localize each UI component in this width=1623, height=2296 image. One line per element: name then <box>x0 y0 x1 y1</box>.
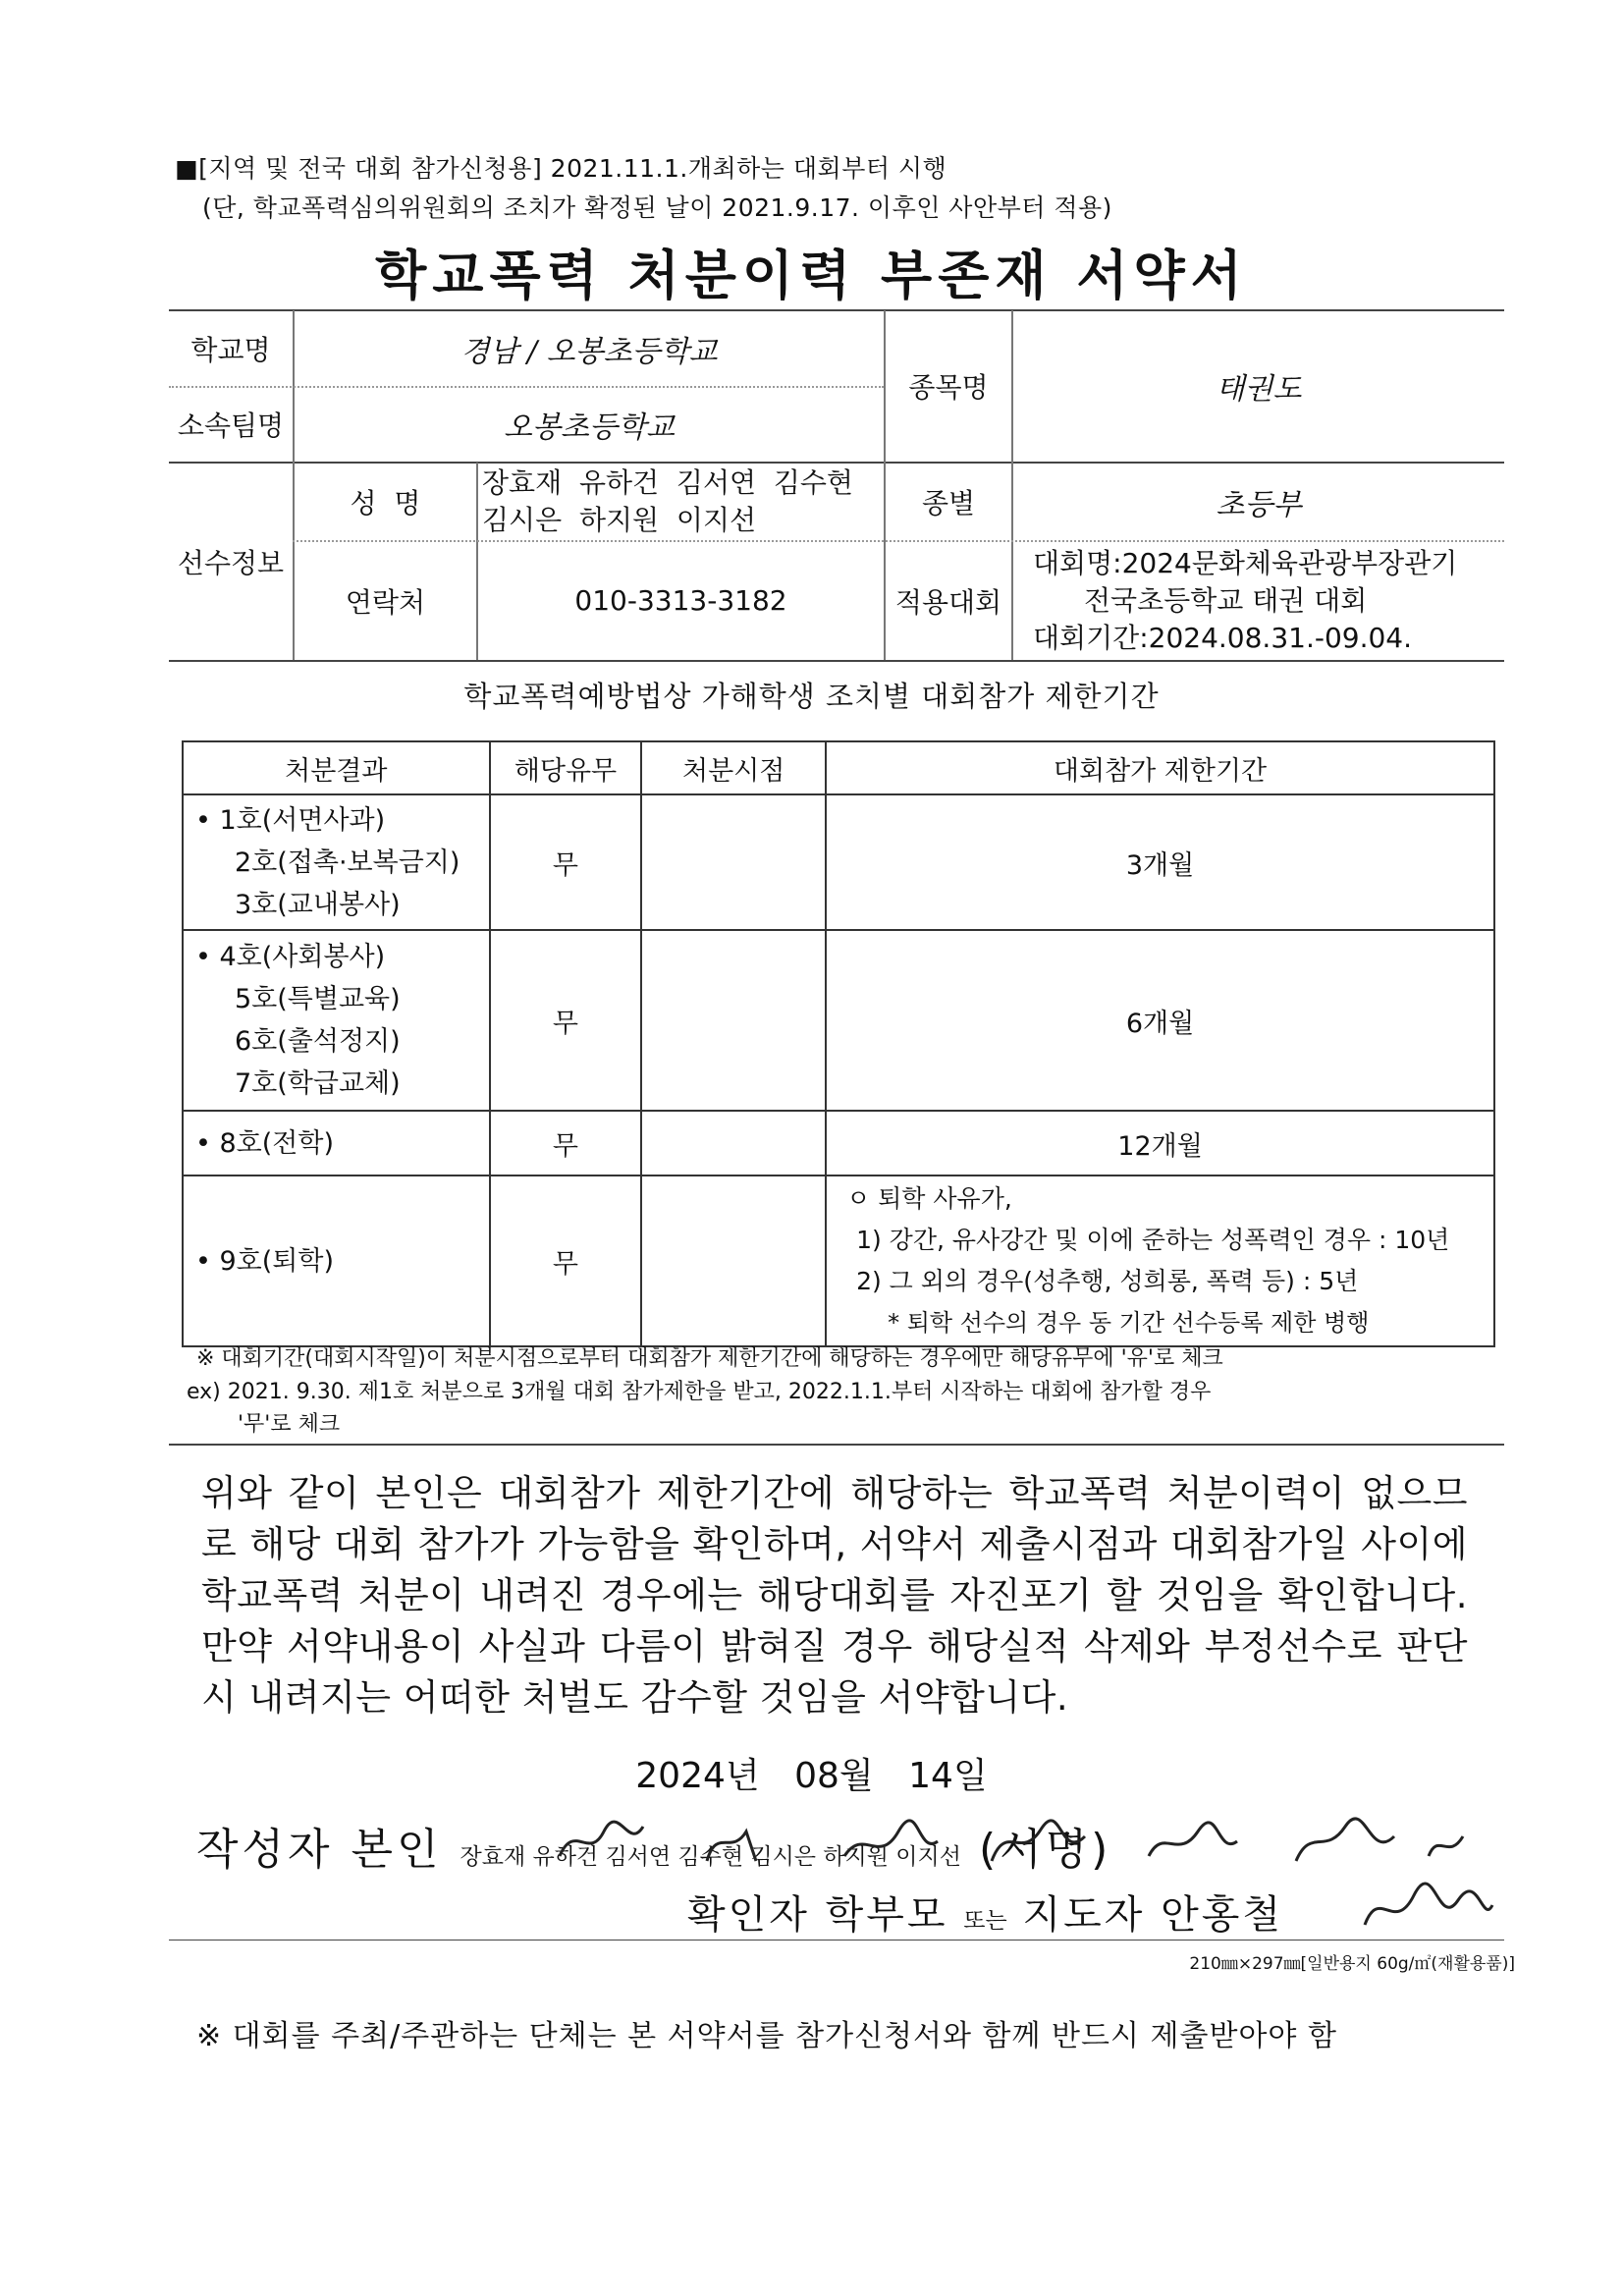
period-cell: 6개월 <box>826 930 1494 1111</box>
table-row <box>183 1175 1494 1346</box>
school-value: 경남 / 오봉초등학교 <box>460 334 718 369</box>
penalty-table <box>182 740 1495 1347</box>
period-line: 1) 강간, 유사강간 및 이에 준하는 성폭력인 경우 : 10년 <box>856 1226 1450 1254</box>
period-line: 2) 그 외의 경우(성추행, 성희롱, 폭력 등) : 5년 <box>856 1267 1359 1295</box>
disposition-line: 3호(교내봉사) <box>235 889 401 920</box>
time-cell <box>641 794 826 930</box>
penalty-section-title: 학교폭력예방법상 가해학생 조치별 대회참가 제한기간 <box>463 680 1160 713</box>
apply-label: 적용대회 <box>894 585 1002 619</box>
school-label: 학교명 <box>190 333 271 366</box>
note-2: ex) 2021. 9.30. 제1호 처분으로 3개월 대회 참가제한을 받고, 2022.1.1.부터 시작하는 대회에 참가할 경우 <box>187 1380 1212 1404</box>
time-cell <box>641 1175 826 1346</box>
col-header: 처분시점 <box>641 741 826 794</box>
note-1: ※ 대회기간(대회시작일)이 처분시점으로부터 대회참가 제한기간에 해당하는 경우에만 해당유무에 '유'로 체크 <box>196 1346 1223 1371</box>
period-cell <box>826 1175 1494 1346</box>
table-row <box>183 930 1494 1111</box>
rule-notes <box>169 1444 1504 1446</box>
header-line-1: ■[지역 및 전국 대회 참가신청용] 2021.11.1.개최하는 대회부터 시행 <box>175 154 947 183</box>
note-3: '무'로 체크 <box>238 1412 341 1437</box>
period-line: * 퇴학 선수의 경우 동 기간 선수등록 제한 병행 <box>888 1309 1370 1337</box>
disposition-line: • 8호(전학) <box>195 1127 334 1159</box>
document-title: 학교폭력 처분이력 부존재 서약서 <box>375 245 1248 306</box>
writer-signatures <box>550 1802 1512 1881</box>
period-line: ㅇ 퇴학 사유가, <box>846 1184 1012 1213</box>
team-value: 오봉초등학교 <box>504 410 675 445</box>
applies-cell: 무 <box>490 794 642 930</box>
header-line-2: (단, 학교폭력심의위원회의 조치가 확정된 날이 2021.9.17. 이후인 사안부터 적용) <box>202 193 1112 222</box>
disposition-cell <box>183 794 490 930</box>
disposition-line: 5호(특별교육) <box>235 984 401 1014</box>
division-label: 종별 <box>921 486 976 519</box>
table-header-row <box>183 741 1494 794</box>
event-value: 태권도 <box>1216 372 1302 407</box>
period-cell: 12개월 <box>826 1111 1494 1175</box>
applies-cell: 무 <box>490 1175 642 1346</box>
confirm-or: 또는 <box>963 1908 1007 1934</box>
disposition-line: 7호(학급교체) <box>235 1068 401 1099</box>
time-cell <box>641 1111 826 1175</box>
applies-cell: 무 <box>490 930 642 1111</box>
disposition-line: • 1호(서면사과) <box>195 804 386 836</box>
rule-sign <box>169 1940 1504 1941</box>
sign-label: (서명) <box>978 1825 1112 1875</box>
disposition-cell <box>183 1175 490 1346</box>
paper-spec: 210㎜×297㎜[일반용지 60g/㎡(재활용품)] <box>1189 1954 1515 1974</box>
division-value: 초등부 <box>1216 487 1302 522</box>
time-cell <box>641 930 826 1111</box>
names-line-1: 장효재 유하건 김서연 김수현 <box>482 465 853 499</box>
rule-bottom <box>169 660 1504 662</box>
event-label: 종목명 <box>908 371 989 404</box>
apply-value <box>1013 541 1504 660</box>
col-header: 대회참가 제한기간 <box>826 741 1494 794</box>
name-label: 성 명 <box>350 486 421 519</box>
confirm-row <box>687 1884 1283 1940</box>
confirm-suffix: 지도자 안홍철 <box>1022 1892 1283 1938</box>
disposition-line: • 4호(사회봉사) <box>195 942 386 972</box>
confirm-prefix: 확인자 학부모 <box>687 1892 948 1938</box>
final-note: ※ 대회를 주최/주관하는 단체는 본 서약서를 참가신청서와 함께 반드시 제출받아야 함 <box>196 2019 1337 2053</box>
disposition-cell <box>183 1111 490 1175</box>
col-header: 처분결과 <box>183 741 490 794</box>
player-info-label: 선수정보 <box>177 546 285 579</box>
names-line-2: 김시은 하지원 이지선 <box>482 503 757 536</box>
writer-names: 장효재 유하건 김서연 김수현 김시은 하지원 이지선 <box>460 1844 961 1870</box>
col-header: 해당유무 <box>490 741 642 794</box>
player-names <box>478 463 884 540</box>
confirmer-signature <box>1355 1876 1502 1944</box>
period-cell: 3개월 <box>826 794 1494 930</box>
disposition-line: • 9호(퇴학) <box>195 1245 334 1277</box>
apply-line-1: 대회명:2024문화체육관광부장관기 <box>1033 546 1458 579</box>
disposition-line: 6호(출석정지) <box>235 1026 401 1057</box>
disposition-line: 2호(접촉·보복금지) <box>235 847 460 878</box>
table-row <box>183 1111 1494 1175</box>
apply-line-3: 대회기간:2024.08.31.-09.04. <box>1033 621 1413 654</box>
applies-cell: 무 <box>490 1111 642 1175</box>
table-row <box>183 794 1494 930</box>
pledge-date: 2024년 08월 14일 <box>635 1756 988 1796</box>
writer-label: 작성자 본인 <box>196 1825 443 1875</box>
team-label: 소속팀명 <box>177 410 285 442</box>
contact-value: 010-3313-3182 <box>574 584 787 617</box>
disposition-cell <box>183 930 490 1111</box>
pledge-body: 위와 같이 본인은 대회참가 제한기간에 해당하는 학교폭력 처분이력이 없으므로 해당 대회 참가가 가능함을 확인하며, 서약서 제출시점과 대회참가일 사이에 학교폭력 처분이 내려진 경우에는 해당대회를 자진포기 할 것임을 확인합니다. 만약 서약내용이 사실과 다름이 밝혀질 경우 해당실적 삭제와 부정선수로 판단 시 내려지는 어떠한 처벌도 감수할 것임을 서약합니다. <box>201 1472 1468 1719</box>
apply-line-2: 전국초등학교 태권 대회 <box>1084 583 1368 617</box>
contact-label: 연락처 <box>345 585 426 619</box>
